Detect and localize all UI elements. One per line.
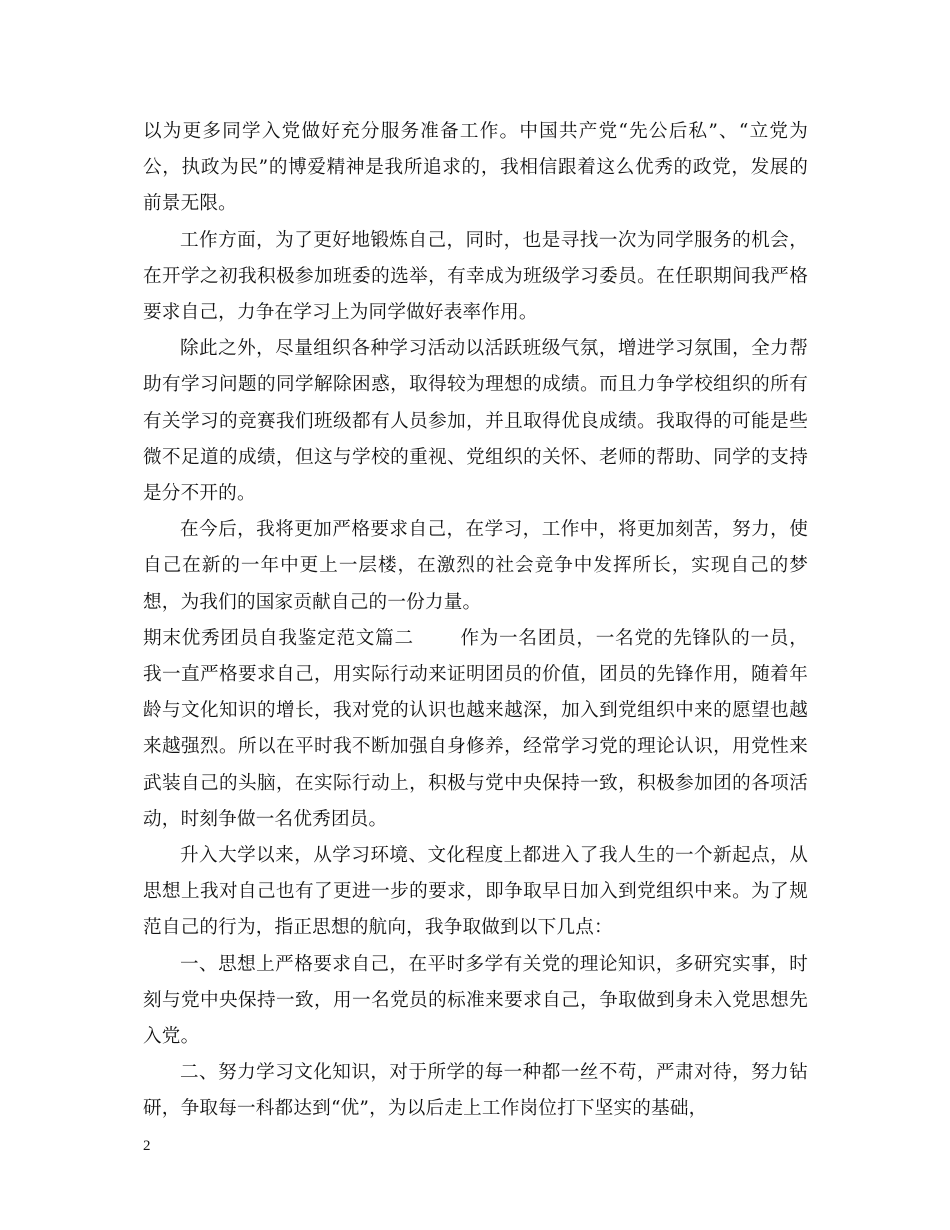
page-number: 2 [143, 1138, 151, 1154]
section-heading: 期末优秀团员自我鉴定范文篇二 [143, 627, 414, 649]
paragraph-1: 以为更多同学入党做好充分服务准备工作。中国共产党“先公后私”、“立党为公，执政为民”的博爱精神是我所追求的，我相信跟着这么优秀的政党，发展的前景无限。 [143, 121, 808, 215]
paragraph-6: 升入大学以来，从学习环境、文化程度上都进入了我人生的一个新起点，从思想上我对自己也有了更进一步的要求，即争取早日加入到党组织中来。为了规范自己的行为，指正思想的航向，我争取做到以下几点： [143, 845, 808, 939]
paragraph-3: 除此之外，尽量组织各种学习活动以活跃班级气氛，增进学习氛围，全力帮助有学习问题的同学解除困惑，取得较为理想的成绩。而且力争学校组织的所有有关学习的竞赛我们班级都有人员参加，并且取得优良成绩。我取得的可能是些微不足道的成绩，但这与学校的重视、党组织的关怀、老师的帮助、同学的支持是分不开的。 [143, 338, 808, 505]
section-paragraph [143, 621, 808, 838]
section-first-paragraph: 作为一名团员，一名党的先锋队的一员，我一直严格要求自己，用实际行动来证明团员的价值，团员的先锋作用，随着年龄与文化知识的增长，我对党的认识也越来越深，加入到党组织中来的愿望也越来越强烈。所以在平时我不断加强自身修养，经常学习党的理论认识，用党性来武装自己的头脑，在实际行动上，积极与党中央保持一致，积极参加团的各项活动，时刻争做一名优秀团员。 [143, 627, 808, 830]
document-page [143, 114, 808, 1128]
paragraph-2: 工作方面，为了更好地锻炼自己，同时，也是寻找一次为同学服务的机会，在开学之初我积极参加班委的选举，有幸成为班级学习委员。在任职期间我严格要求自己，力争在学习上为同学做好表率作用。 [143, 229, 808, 324]
paragraph-7: 一、思想上严格要求自己，在平时多学有关党的理论知识，多研究实事，时刻与党中央保持一致，用一名党员的标准来要求自己，争取做到身未入党思想先入党。 [143, 953, 808, 1048]
paragraph-8: 二、努力学习文化知识，对于所学的每一种都一丝不苟，严肃对待，努力钻研，争取每一科都达到“优”，为以后走上工作岗位打下坚实的基础， [143, 1062, 808, 1120]
paragraph-4: 在今后，我将更加严格要求自己，在学习，工作中，将更加刻苦，努力，使自己在新的一年中更上一层楼，在激烈的社会竞争中发挥所长，实现自己的梦想，为我们的国家贡献自己的一份力量。 [143, 519, 808, 613]
